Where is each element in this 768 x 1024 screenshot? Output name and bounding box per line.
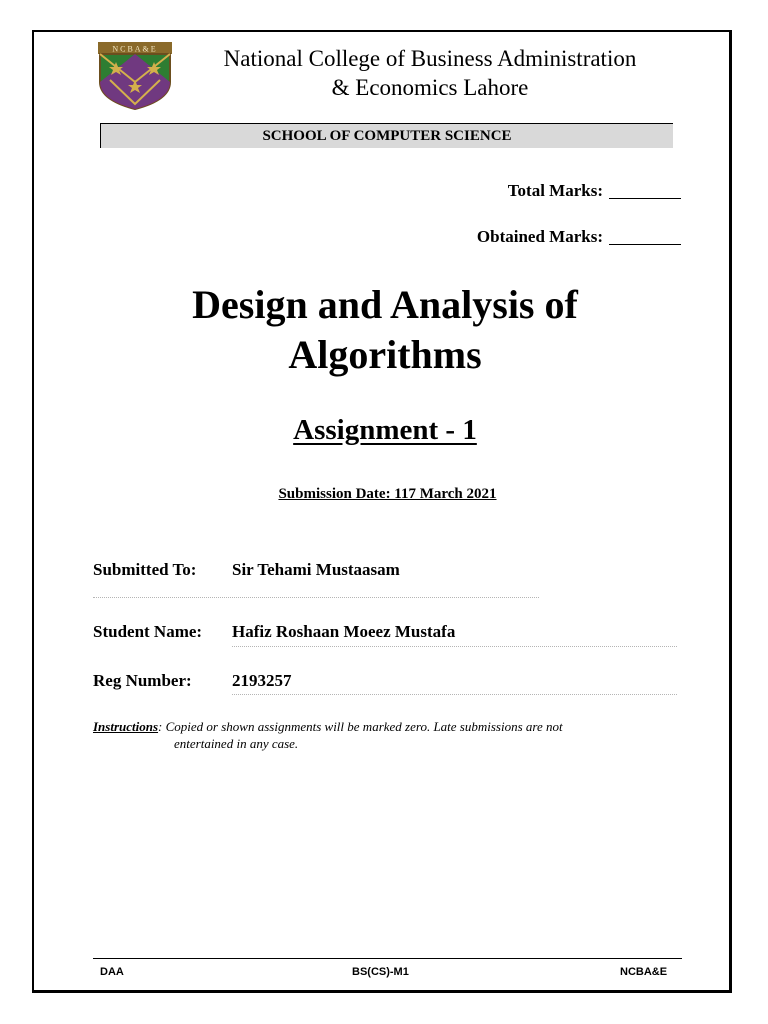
reg-number-row [93,671,292,691]
submission-date [100,486,675,503]
logo-text: NCBA&E [112,44,158,54]
obtained-marks-blank [609,244,681,245]
student-name-row [93,622,455,642]
obtained-marks-row [477,227,681,247]
submitted-to-underline [93,597,539,598]
submitted-to-label: Submitted To: [93,560,197,579]
obtained-marks-label: Obtained Marks: [476,227,603,246]
submitted-to-value: Sir Tehami Mustaasam [232,560,400,579]
course-title-line1: Design and Analysis of [192,282,578,327]
submission-date-text: Submission Date: 117 March 2021 [278,486,497,502]
instructions-text-line2: entertained in any case. [174,736,299,751]
page-border [32,30,732,993]
footer-left: DAA [100,966,124,978]
course-title [100,280,670,380]
assignment-heading [100,414,670,447]
footer-center: BS(CS)-M1 [352,966,409,978]
total-marks-row [508,181,681,201]
course-title-line2: Algorithms [288,332,482,377]
assignment-heading-text: Assignment - 1 [293,414,477,446]
footer-right: NCBA&E [620,966,668,978]
reg-number-underline [232,694,677,695]
instructions-label: Instructions [93,719,159,734]
total-marks-label: Total Marks: [507,181,603,200]
instructions [93,718,693,752]
submitted-to-row [93,560,400,580]
student-name-label: Student Name: [93,622,203,641]
student-name-value: Hafiz Roshaan Moeez Mustafa [232,622,456,641]
college-crest-logo [98,42,172,110]
college-name-line2: & Economics Lahore [331,75,529,100]
reg-number-value: 2193257 [232,671,292,690]
footer-divider [93,958,682,959]
total-marks-blank [609,198,681,199]
student-name-underline [232,646,677,647]
college-name-line1: National College of Business Administration [223,46,637,71]
instructions-text-line1: : Copied or shown assignments will be marked zero. Late submissions are not [158,719,563,734]
school-banner: SCHOOL OF COMPUTER SCIENCE [100,123,673,148]
college-name [180,44,680,102]
reg-number-label: Reg Number: [93,671,192,690]
